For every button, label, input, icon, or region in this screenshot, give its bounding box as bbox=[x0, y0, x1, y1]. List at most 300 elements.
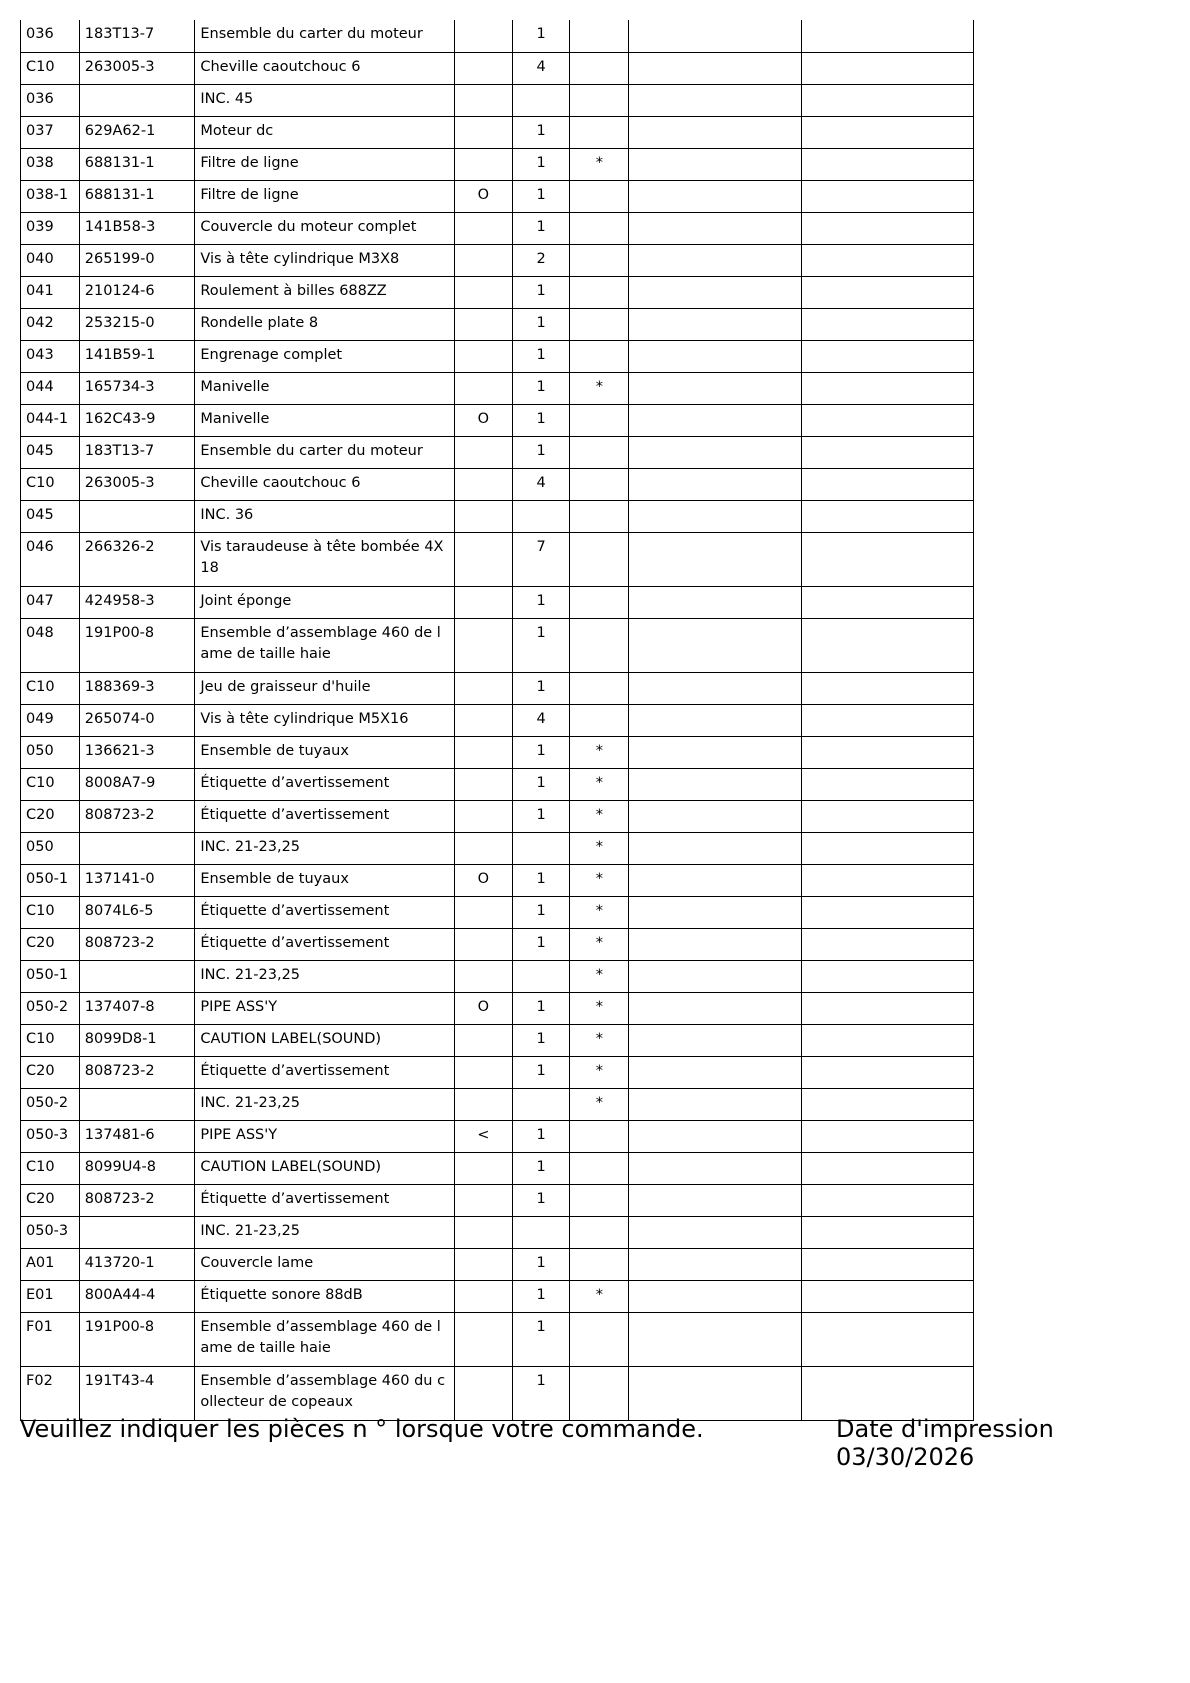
table-row bbox=[21, 116, 974, 148]
quantity-cell: 4 bbox=[512, 468, 570, 500]
note-cell: * bbox=[570, 832, 629, 864]
part-no-cell: 162C43-9 bbox=[79, 404, 195, 436]
mark-cell bbox=[454, 500, 512, 532]
item-no-cell: C20 bbox=[21, 928, 80, 960]
table-row bbox=[21, 1120, 974, 1152]
blank-column-a-cell bbox=[629, 1152, 801, 1184]
part-no-cell: 137407-8 bbox=[79, 992, 195, 1024]
table-row bbox=[21, 20, 974, 52]
description-cell: Filtre de ligne bbox=[195, 148, 455, 180]
part-no-cell bbox=[79, 84, 195, 116]
note-cell bbox=[570, 52, 629, 84]
quantity-cell: 1 bbox=[512, 896, 570, 928]
item-no-cell: 044 bbox=[21, 372, 80, 404]
blank-column-b-cell bbox=[801, 1248, 973, 1280]
description-cell: INC. 21-23,25 bbox=[195, 1216, 455, 1248]
table-row bbox=[21, 800, 974, 832]
description-cell: PIPE ASS'Y bbox=[195, 992, 455, 1024]
note-cell bbox=[570, 340, 629, 372]
table-row bbox=[21, 148, 974, 180]
blank-column-b-cell bbox=[801, 116, 973, 148]
description-cell: Étiquette d’avertissement bbox=[195, 1184, 455, 1216]
blank-column-a-cell bbox=[629, 1312, 801, 1366]
mark-cell bbox=[454, 832, 512, 864]
blank-column-b-cell bbox=[801, 704, 973, 736]
part-no-cell: 808723-2 bbox=[79, 1184, 195, 1216]
description-cell: INC. 21-23,25 bbox=[195, 960, 455, 992]
quantity-cell: 1 bbox=[512, 1312, 570, 1366]
note-cell bbox=[570, 704, 629, 736]
description-cell: INC. 21-23,25 bbox=[195, 832, 455, 864]
blank-column-b-cell bbox=[801, 800, 973, 832]
mark-cell bbox=[454, 1024, 512, 1056]
table-row bbox=[21, 52, 974, 84]
table-row bbox=[21, 992, 974, 1024]
note-cell bbox=[570, 180, 629, 212]
note-cell bbox=[570, 586, 629, 618]
blank-column-a-cell bbox=[629, 372, 801, 404]
blank-column-b-cell bbox=[801, 308, 973, 340]
blank-column-a-cell bbox=[629, 212, 801, 244]
blank-column-b-cell bbox=[801, 1184, 973, 1216]
item-no-cell: 050-1 bbox=[21, 960, 80, 992]
part-no-cell: 183T13-7 bbox=[79, 436, 195, 468]
quantity-cell: 1 bbox=[512, 618, 570, 672]
description-cell: CAUTION LABEL(SOUND) bbox=[195, 1024, 455, 1056]
mark-cell bbox=[454, 52, 512, 84]
item-no-cell: 045 bbox=[21, 436, 80, 468]
description-cell: Filtre de ligne bbox=[195, 180, 455, 212]
mark-cell bbox=[454, 20, 512, 52]
mark-cell bbox=[454, 1088, 512, 1120]
quantity-cell: 1 bbox=[512, 212, 570, 244]
blank-column-b-cell bbox=[801, 276, 973, 308]
quantity-cell: 1 bbox=[512, 20, 570, 52]
mark-cell bbox=[454, 928, 512, 960]
description-cell: Couvercle du moteur complet bbox=[195, 212, 455, 244]
note-cell bbox=[570, 672, 629, 704]
mark-cell bbox=[454, 308, 512, 340]
part-no-cell: 688131-1 bbox=[79, 148, 195, 180]
item-no-cell: C20 bbox=[21, 1184, 80, 1216]
part-no-cell: 8008A7-9 bbox=[79, 768, 195, 800]
note-cell: * bbox=[570, 864, 629, 896]
quantity-cell: 1 bbox=[512, 308, 570, 340]
blank-column-b-cell bbox=[801, 1120, 973, 1152]
part-no-cell: 137481-6 bbox=[79, 1120, 195, 1152]
quantity-cell bbox=[512, 960, 570, 992]
description-cell: CAUTION LABEL(SOUND) bbox=[195, 1152, 455, 1184]
note-cell: * bbox=[570, 800, 629, 832]
blank-column-a-cell bbox=[629, 84, 801, 116]
item-no-cell: 050 bbox=[21, 736, 80, 768]
note-cell bbox=[570, 1366, 629, 1420]
item-no-cell: E01 bbox=[21, 1280, 80, 1312]
description-cell: Vis à tête cylindrique M5X16 bbox=[195, 704, 455, 736]
description-cell: Vis à tête cylindrique M3X8 bbox=[195, 244, 455, 276]
blank-column-b-cell bbox=[801, 1312, 973, 1366]
table-row bbox=[21, 1024, 974, 1056]
description-cell: INC. 36 bbox=[195, 500, 455, 532]
part-no-cell bbox=[79, 1216, 195, 1248]
mark-cell bbox=[454, 468, 512, 500]
mark-cell bbox=[454, 960, 512, 992]
table-row bbox=[21, 768, 974, 800]
note-cell bbox=[570, 618, 629, 672]
blank-column-a-cell bbox=[629, 864, 801, 896]
item-no-cell: 039 bbox=[21, 212, 80, 244]
part-no-cell: 141B58-3 bbox=[79, 212, 195, 244]
quantity-cell: 1 bbox=[512, 1056, 570, 1088]
table-row bbox=[21, 1056, 974, 1088]
table-row bbox=[21, 864, 974, 896]
part-no-cell: 265074-0 bbox=[79, 704, 195, 736]
table-row bbox=[21, 1088, 974, 1120]
mark-cell bbox=[454, 704, 512, 736]
description-cell: INC. 21-23,25 bbox=[195, 1088, 455, 1120]
quantity-cell: 1 bbox=[512, 1366, 570, 1420]
blank-column-a-cell bbox=[629, 1366, 801, 1420]
part-no-cell: 629A62-1 bbox=[79, 116, 195, 148]
part-no-cell bbox=[79, 960, 195, 992]
table-row bbox=[21, 276, 974, 308]
item-no-cell: C10 bbox=[21, 468, 80, 500]
blank-column-b-cell bbox=[801, 436, 973, 468]
note-cell: * bbox=[570, 372, 629, 404]
item-no-cell: 042 bbox=[21, 308, 80, 340]
item-no-cell: C10 bbox=[21, 1024, 80, 1056]
note-cell bbox=[570, 212, 629, 244]
description-cell: Étiquette d’avertissement bbox=[195, 1056, 455, 1088]
table-row bbox=[21, 736, 974, 768]
quantity-cell: 1 bbox=[512, 1280, 570, 1312]
mark-cell bbox=[454, 340, 512, 372]
quantity-cell: 4 bbox=[512, 52, 570, 84]
quantity-cell: 1 bbox=[512, 1152, 570, 1184]
note-cell bbox=[570, 116, 629, 148]
item-no-cell: 036 bbox=[21, 84, 80, 116]
quantity-cell: 1 bbox=[512, 1184, 570, 1216]
parts-rows bbox=[21, 20, 974, 1420]
table-row bbox=[21, 372, 974, 404]
quantity-cell: 1 bbox=[512, 436, 570, 468]
part-no-cell: 191P00-8 bbox=[79, 1312, 195, 1366]
blank-column-a-cell bbox=[629, 768, 801, 800]
mark-cell bbox=[454, 372, 512, 404]
note-cell bbox=[570, 276, 629, 308]
note-cell: * bbox=[570, 736, 629, 768]
parts-table bbox=[20, 20, 974, 1421]
item-no-cell: 041 bbox=[21, 276, 80, 308]
mark-cell bbox=[454, 672, 512, 704]
part-no-cell: 808723-2 bbox=[79, 800, 195, 832]
note-cell bbox=[570, 1312, 629, 1366]
part-no-cell: 210124-6 bbox=[79, 276, 195, 308]
blank-column-b-cell bbox=[801, 84, 973, 116]
part-no-cell bbox=[79, 500, 195, 532]
note-cell bbox=[570, 308, 629, 340]
description-cell: Ensemble d’assemblage 460 de lame de taille haie bbox=[195, 1312, 455, 1366]
item-no-cell: 050-3 bbox=[21, 1120, 80, 1152]
table-row bbox=[21, 1248, 974, 1280]
blank-column-a-cell bbox=[629, 340, 801, 372]
blank-column-b-cell bbox=[801, 244, 973, 276]
item-no-cell: C10 bbox=[21, 896, 80, 928]
note-cell bbox=[570, 436, 629, 468]
blank-column-a-cell bbox=[629, 20, 801, 52]
blank-column-b-cell bbox=[801, 1216, 973, 1248]
blank-column-b-cell bbox=[801, 468, 973, 500]
table-row bbox=[21, 1280, 974, 1312]
item-no-cell: 048 bbox=[21, 618, 80, 672]
blank-column-b-cell bbox=[801, 768, 973, 800]
item-no-cell: 049 bbox=[21, 704, 80, 736]
blank-column-b-cell bbox=[801, 340, 973, 372]
mark-cell bbox=[454, 1152, 512, 1184]
mark-cell: O bbox=[454, 992, 512, 1024]
blank-column-b-cell bbox=[801, 148, 973, 180]
mark-cell bbox=[454, 436, 512, 468]
item-no-cell: 046 bbox=[21, 532, 80, 586]
description-cell: Étiquette d’avertissement bbox=[195, 768, 455, 800]
part-no-cell: 137141-0 bbox=[79, 864, 195, 896]
item-no-cell: 036 bbox=[21, 20, 80, 52]
blank-column-a-cell bbox=[629, 736, 801, 768]
note-cell: * bbox=[570, 148, 629, 180]
blank-column-b-cell bbox=[801, 1088, 973, 1120]
part-no-cell: 413720-1 bbox=[79, 1248, 195, 1280]
note-cell bbox=[570, 84, 629, 116]
part-no-cell: 688131-1 bbox=[79, 180, 195, 212]
item-no-cell: C20 bbox=[21, 1056, 80, 1088]
blank-column-a-cell bbox=[629, 148, 801, 180]
part-no-cell bbox=[79, 832, 195, 864]
quantity-cell bbox=[512, 500, 570, 532]
description-cell: Engrenage complet bbox=[195, 340, 455, 372]
part-no-cell: 188369-3 bbox=[79, 672, 195, 704]
quantity-cell: 1 bbox=[512, 340, 570, 372]
blank-column-a-cell bbox=[629, 672, 801, 704]
blank-column-b-cell bbox=[801, 404, 973, 436]
part-no-cell: 253215-0 bbox=[79, 308, 195, 340]
quantity-cell: 1 bbox=[512, 1120, 570, 1152]
quantity-cell: 1 bbox=[512, 372, 570, 404]
quantity-cell: 4 bbox=[512, 704, 570, 736]
blank-column-b-cell bbox=[801, 180, 973, 212]
description-cell: Étiquette sonore 88dB bbox=[195, 1280, 455, 1312]
description-cell: Ensemble d’assemblage 460 de lame de taille haie bbox=[195, 618, 455, 672]
quantity-cell bbox=[512, 1216, 570, 1248]
blank-column-b-cell bbox=[801, 1152, 973, 1184]
part-no-cell: 8099D8-1 bbox=[79, 1024, 195, 1056]
description-cell: Ensemble de tuyaux bbox=[195, 736, 455, 768]
mark-cell bbox=[454, 618, 512, 672]
blank-column-b-cell bbox=[801, 532, 973, 586]
mark-cell bbox=[454, 1056, 512, 1088]
item-no-cell: C10 bbox=[21, 768, 80, 800]
note-cell bbox=[570, 244, 629, 276]
note-cell bbox=[570, 532, 629, 586]
description-cell: Cheville caoutchouc 6 bbox=[195, 52, 455, 84]
table-row bbox=[21, 532, 974, 586]
table-row bbox=[21, 244, 974, 276]
blank-column-a-cell bbox=[629, 800, 801, 832]
table-row bbox=[21, 308, 974, 340]
part-no-cell: 808723-2 bbox=[79, 1056, 195, 1088]
item-no-cell: F01 bbox=[21, 1312, 80, 1366]
blank-column-a-cell bbox=[629, 586, 801, 618]
quantity-cell: 1 bbox=[512, 768, 570, 800]
part-no-cell: 263005-3 bbox=[79, 52, 195, 84]
table-row bbox=[21, 672, 974, 704]
description-cell: Manivelle bbox=[195, 372, 455, 404]
quantity-cell bbox=[512, 1088, 570, 1120]
item-no-cell: C10 bbox=[21, 1152, 80, 1184]
mark-cell bbox=[454, 148, 512, 180]
part-no-cell: 424958-3 bbox=[79, 586, 195, 618]
part-no-cell: 165734-3 bbox=[79, 372, 195, 404]
mark-cell: O bbox=[454, 180, 512, 212]
blank-column-a-cell bbox=[629, 618, 801, 672]
table-row bbox=[21, 1184, 974, 1216]
mark-cell bbox=[454, 532, 512, 586]
mark-cell bbox=[454, 244, 512, 276]
table-row bbox=[21, 1366, 974, 1420]
table-row bbox=[21, 586, 974, 618]
description-cell: Vis taraudeuse à tête bombée 4X18 bbox=[195, 532, 455, 586]
blank-column-a-cell bbox=[629, 532, 801, 586]
description-cell: Moteur dc bbox=[195, 116, 455, 148]
blank-column-b-cell bbox=[801, 1280, 973, 1312]
mark-cell bbox=[454, 1312, 512, 1366]
table-row bbox=[21, 404, 974, 436]
blank-column-b-cell bbox=[801, 960, 973, 992]
description-cell: Roulement à billes 688ZZ bbox=[195, 276, 455, 308]
description-cell: Rondelle plate 8 bbox=[195, 308, 455, 340]
quantity-cell: 1 bbox=[512, 1248, 570, 1280]
quantity-cell: 7 bbox=[512, 532, 570, 586]
quantity-cell: 1 bbox=[512, 992, 570, 1024]
blank-column-b-cell bbox=[801, 586, 973, 618]
quantity-cell: 2 bbox=[512, 244, 570, 276]
quantity-cell: 1 bbox=[512, 180, 570, 212]
item-no-cell: 050-1 bbox=[21, 864, 80, 896]
table-row bbox=[21, 468, 974, 500]
part-no-cell: 141B59-1 bbox=[79, 340, 195, 372]
item-no-cell: C20 bbox=[21, 800, 80, 832]
part-no-cell: 266326-2 bbox=[79, 532, 195, 586]
table-row bbox=[21, 896, 974, 928]
description-cell: Jeu de graisseur d'huile bbox=[195, 672, 455, 704]
item-no-cell: C10 bbox=[21, 672, 80, 704]
blank-column-b-cell bbox=[801, 992, 973, 1024]
blank-column-a-cell bbox=[629, 1248, 801, 1280]
note-cell bbox=[570, 500, 629, 532]
mark-cell bbox=[454, 1366, 512, 1420]
blank-column-a-cell bbox=[629, 896, 801, 928]
mark-cell: O bbox=[454, 404, 512, 436]
table-row bbox=[21, 84, 974, 116]
note-cell: * bbox=[570, 896, 629, 928]
blank-column-b-cell bbox=[801, 896, 973, 928]
blank-column-b-cell bbox=[801, 372, 973, 404]
item-no-cell: 037 bbox=[21, 116, 80, 148]
part-no-cell: 263005-3 bbox=[79, 468, 195, 500]
table-row bbox=[21, 180, 974, 212]
note-cell: * bbox=[570, 768, 629, 800]
description-cell: Ensemble de tuyaux bbox=[195, 864, 455, 896]
quantity-cell: 1 bbox=[512, 736, 570, 768]
item-no-cell: F02 bbox=[21, 1366, 80, 1420]
item-no-cell: 043 bbox=[21, 340, 80, 372]
mark-cell bbox=[454, 1216, 512, 1248]
description-cell: Ensemble du carter du moteur bbox=[195, 436, 455, 468]
blank-column-a-cell bbox=[629, 436, 801, 468]
blank-column-a-cell bbox=[629, 116, 801, 148]
blank-column-b-cell bbox=[801, 736, 973, 768]
mark-cell: < bbox=[454, 1120, 512, 1152]
description-cell: Ensemble d’assemblage 460 du collecteur de copeaux bbox=[195, 1366, 455, 1420]
note-cell bbox=[570, 468, 629, 500]
item-no-cell: C10 bbox=[21, 52, 80, 84]
blank-column-b-cell bbox=[801, 500, 973, 532]
table-row bbox=[21, 340, 974, 372]
mark-cell bbox=[454, 736, 512, 768]
table-row bbox=[21, 928, 974, 960]
blank-column-b-cell bbox=[801, 864, 973, 896]
blank-column-b-cell bbox=[801, 832, 973, 864]
description-cell: Manivelle bbox=[195, 404, 455, 436]
item-no-cell: 047 bbox=[21, 586, 80, 618]
mark-cell bbox=[454, 1184, 512, 1216]
blank-column-a-cell bbox=[629, 832, 801, 864]
item-no-cell: 050-2 bbox=[21, 1088, 80, 1120]
mark-cell bbox=[454, 768, 512, 800]
description-cell: Joint éponge bbox=[195, 586, 455, 618]
note-cell bbox=[570, 1248, 629, 1280]
part-no-cell: 183T13-7 bbox=[79, 20, 195, 52]
quantity-cell: 1 bbox=[512, 116, 570, 148]
description-cell: Ensemble du carter du moteur bbox=[195, 20, 455, 52]
blank-column-b-cell bbox=[801, 212, 973, 244]
item-no-cell: 038 bbox=[21, 148, 80, 180]
part-no-cell bbox=[79, 1088, 195, 1120]
blank-column-b-cell bbox=[801, 618, 973, 672]
table-row bbox=[21, 500, 974, 532]
item-no-cell: A01 bbox=[21, 1248, 80, 1280]
item-no-cell: 050-3 bbox=[21, 1216, 80, 1248]
description-cell: Cheville caoutchouc 6 bbox=[195, 468, 455, 500]
note-cell bbox=[570, 1184, 629, 1216]
description-cell: Couvercle lame bbox=[195, 1248, 455, 1280]
blank-column-a-cell bbox=[629, 960, 801, 992]
mark-cell bbox=[454, 1280, 512, 1312]
note-cell: * bbox=[570, 1056, 629, 1088]
mark-cell bbox=[454, 276, 512, 308]
blank-column-a-cell bbox=[629, 1024, 801, 1056]
table-row bbox=[21, 436, 974, 468]
note-cell bbox=[570, 20, 629, 52]
table-row bbox=[21, 618, 974, 672]
description-cell: PIPE ASS'Y bbox=[195, 1120, 455, 1152]
description-cell: Étiquette d’avertissement bbox=[195, 800, 455, 832]
part-no-cell: 191T43-4 bbox=[79, 1366, 195, 1420]
mark-cell bbox=[454, 586, 512, 618]
table-row bbox=[21, 832, 974, 864]
blank-column-b-cell bbox=[801, 52, 973, 84]
quantity-cell: 1 bbox=[512, 586, 570, 618]
blank-column-a-cell bbox=[629, 404, 801, 436]
